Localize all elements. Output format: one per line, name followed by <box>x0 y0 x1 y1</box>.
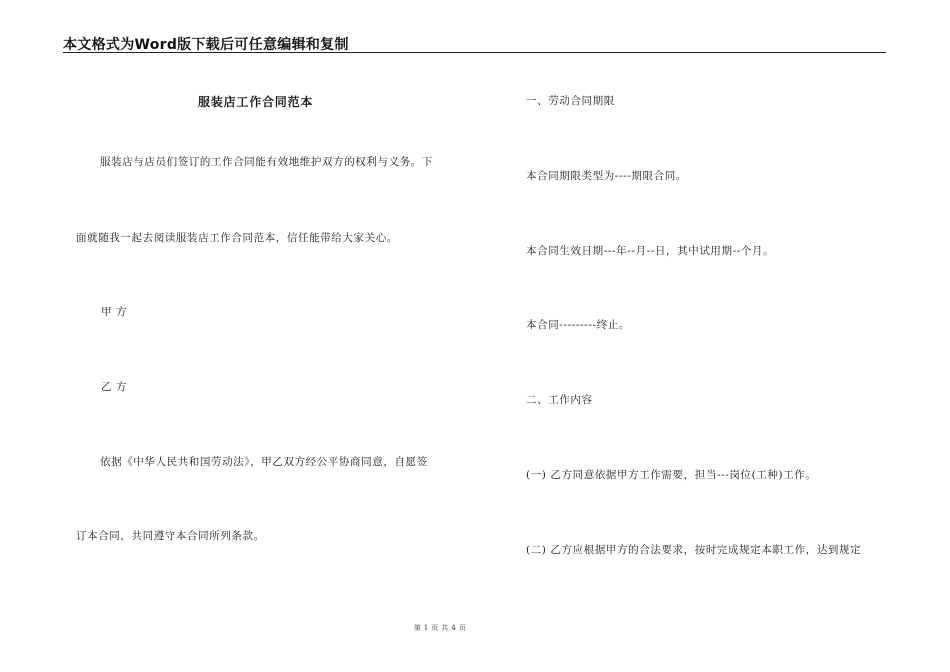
header-divider <box>63 52 886 53</box>
party-b-label: 乙 方 <box>101 381 128 393</box>
page-number: 第 1 页 共 4 页 <box>413 624 467 632</box>
paragraph-line: (二) 乙方应根据甲方的合法要求，按时完成规定本职工作，达到规定 <box>526 544 862 556</box>
paragraph-line: 服装店与店员们签订的工作合同能有效地维护双方的权利与义务。下 <box>100 156 433 168</box>
section-heading: 二、工作内容 <box>526 394 593 406</box>
paragraph-line: 依据《中华人民共和国劳动法》，甲乙双方经公平协商同意，自愿签 <box>100 456 428 468</box>
party-a-label: 甲 方 <box>101 306 128 318</box>
document-title: 服装店工作合同范本 <box>198 95 314 109</box>
document-banner: 本文格式为Word版下载后可任意编辑和复制 <box>63 37 349 53</box>
paragraph-line: 本合同生效日期---年--月--日，其中试用期--个月。 <box>526 245 775 257</box>
paragraph-line: (一) 乙方同意依据甲方工作需要，担当---岗位(工种)工作。 <box>526 469 817 481</box>
paragraph-line: 本合同---------终止。 <box>526 319 630 331</box>
section-heading: 一、劳动合同期限 <box>526 95 615 107</box>
paragraph-line: 本合同期限类型为----期限合同。 <box>526 170 687 182</box>
paragraph-line: 订本合同，共同遵守本合同所列条款。 <box>76 530 265 542</box>
paragraph-line: 面就随我一起去阅读服装店工作合同范本，信任能带给大家关心。 <box>76 232 398 244</box>
